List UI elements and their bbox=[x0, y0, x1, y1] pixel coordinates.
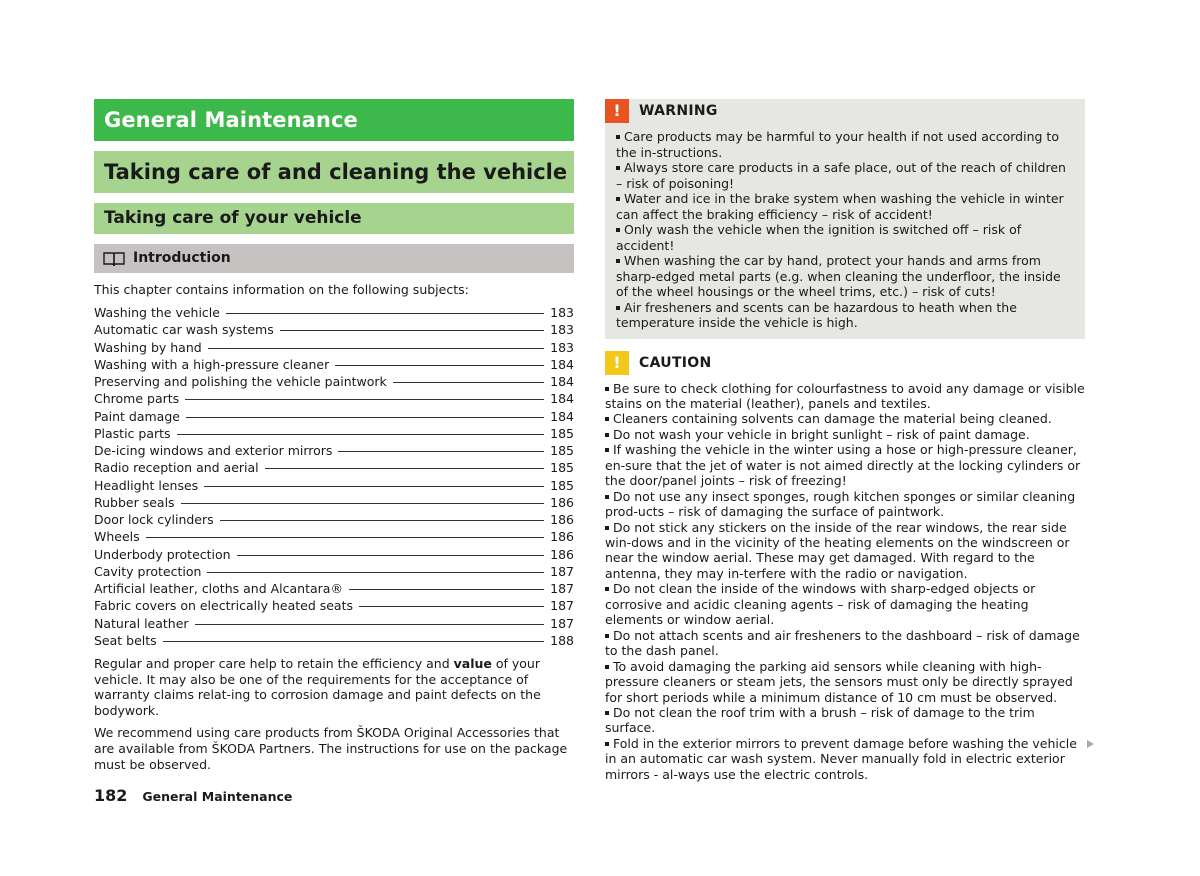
toc-row[interactable] bbox=[94, 373, 574, 390]
caution-section bbox=[605, 351, 1085, 783]
care-paragraph-text: Regular and proper care help to retain the efficiency and bbox=[94, 656, 454, 671]
warning-item bbox=[616, 129, 1075, 160]
toc-page: 186 bbox=[550, 512, 574, 527]
bullet-icon bbox=[616, 135, 620, 139]
toc-label: Washing by hand bbox=[94, 339, 202, 355]
caution-item bbox=[605, 705, 1085, 736]
caution-item bbox=[605, 520, 1085, 582]
toc-row[interactable] bbox=[94, 632, 574, 649]
toc-page: 184 bbox=[550, 391, 574, 407]
toc-leader-line bbox=[163, 641, 544, 642]
toc-leader-line bbox=[280, 330, 544, 331]
toc-leader-line bbox=[207, 572, 544, 573]
caution-item bbox=[605, 581, 1085, 627]
caution-item-text: To avoid damaging the parking aid sensors while cleaning with high-pressure cleaners or steam jets, the sensors must only be directly sprayed for short periods while a minimum distance of 10 cm must be observed. bbox=[605, 658, 1073, 705]
bullet-icon bbox=[605, 665, 609, 669]
bullet-icon bbox=[605, 433, 609, 437]
left-column bbox=[94, 99, 574, 772]
subsection-heading: Taking care of your vehicle bbox=[94, 203, 574, 234]
toc-row[interactable] bbox=[94, 511, 574, 528]
right-column bbox=[605, 99, 1085, 782]
toc-leader-line bbox=[220, 520, 544, 521]
toc-label: Plastic parts bbox=[94, 425, 171, 441]
toc-row[interactable] bbox=[94, 459, 574, 476]
toc-row[interactable] bbox=[94, 477, 574, 494]
footer-section: General Maintenance bbox=[142, 789, 293, 804]
toc-page: 185 bbox=[550, 443, 574, 458]
warning-item bbox=[616, 300, 1075, 331]
bullet-icon bbox=[616, 197, 620, 201]
toc-row[interactable] bbox=[94, 321, 574, 338]
toc-page: 186 bbox=[550, 494, 574, 510]
toc-leader-line bbox=[359, 606, 544, 607]
bullet-icon bbox=[605, 526, 609, 530]
toc-row[interactable] bbox=[94, 528, 574, 545]
bullet-icon bbox=[616, 228, 620, 232]
toc-leader-line bbox=[177, 434, 545, 435]
toc-page: 183 bbox=[550, 322, 574, 338]
toc-page: 184 bbox=[550, 356, 574, 372]
chapter-heading: General Maintenance bbox=[94, 99, 574, 141]
toc-label: Washing the vehicle bbox=[94, 305, 220, 320]
toc-row[interactable] bbox=[94, 408, 574, 425]
caution-item-text: If washing the vehicle in the winter using a hose or high-pressure cleaner, en-sure that the jet of water is not aimed directly at the locking cylinders or the door/panel joints – risk of freezing! bbox=[605, 442, 1081, 489]
caution-item bbox=[605, 411, 1085, 426]
toc-row[interactable] bbox=[94, 494, 574, 511]
toc-row[interactable] bbox=[94, 615, 574, 632]
bullet-icon bbox=[616, 166, 620, 170]
caution-item-text: Do not stick any stickers on the inside of the rear windows, the rear side win-dows and in the vicinity of the heating elements on the windscreen or near the window aerial. These may get damaged. With regard to the antenna, they may in-terfere with the radio or navigation. bbox=[605, 519, 1070, 581]
caution-item-text: Do not clean the inside of the windows with sharp-edged objects or corrosive and acidic cleaning agents – risk of damaging the heating elements or window aerial. bbox=[605, 581, 1036, 628]
bullet-icon bbox=[605, 495, 609, 499]
caution-item bbox=[605, 489, 1085, 520]
bullet-icon bbox=[605, 711, 609, 715]
caution-item-text: Be sure to check clothing for colourfastness to avoid any damage or visible stains on the material (leather), panels and textiles. bbox=[605, 380, 1085, 411]
warning-item bbox=[616, 160, 1075, 191]
value-emphasis: value bbox=[453, 656, 492, 671]
toc-leader-line bbox=[335, 365, 544, 366]
warning-item-text: Only wash the vehicle when the ignition is switched off – risk of accident! bbox=[616, 222, 1022, 253]
toc-label: Automatic car wash systems bbox=[94, 322, 274, 338]
caution-item bbox=[605, 736, 1085, 782]
toc-leader-line bbox=[185, 399, 544, 400]
next-page-arrow-icon bbox=[1087, 740, 1094, 748]
toc-page: 187 bbox=[550, 563, 574, 579]
bullet-icon bbox=[605, 742, 609, 746]
warning-item bbox=[616, 191, 1075, 222]
toc-leader-line bbox=[349, 589, 544, 590]
toc-label: Washing with a high-pressure cleaner bbox=[94, 356, 330, 372]
toc-page: 187 bbox=[550, 615, 574, 631]
toc-page: 185 bbox=[550, 425, 574, 441]
toc-page: 187 bbox=[550, 598, 574, 614]
toc-page: 183 bbox=[550, 339, 574, 355]
toc-label: De-icing windows and exterior mirrors bbox=[94, 443, 333, 458]
caution-item-text: Do not clean the roof trim with a brush – risk of damage to the trim surface. bbox=[605, 705, 1035, 736]
caution-item-text: Do not attach scents and air fresheners to the dashboard – risk of damage to the dash panel. bbox=[605, 627, 1080, 659]
section-heading: Taking care of and cleaning the vehicle bbox=[94, 151, 574, 193]
toc-label: Radio reception and aerial bbox=[94, 460, 259, 476]
toc-label: Natural leather bbox=[94, 615, 189, 631]
intro-text: This chapter contains information on the following subjects: bbox=[94, 282, 469, 297]
bullet-icon bbox=[605, 417, 609, 421]
toc-leader-line bbox=[204, 486, 544, 487]
warning-item-text: Air fresheners and scents can be hazardous to heath when the temperature inside the vehicle is high. bbox=[616, 299, 1017, 330]
caution-item bbox=[605, 628, 1085, 659]
toc-label: Artificial leather, cloths and Alcantara® bbox=[94, 581, 343, 596]
toc-leader-line bbox=[208, 348, 544, 349]
toc-row[interactable] bbox=[94, 597, 574, 614]
caution-item-text: Do not use any insect sponges, rough kitchen sponges or similar cleaning prod-ucts – risk of damaging the surface of paintwork. bbox=[605, 488, 1076, 520]
toc-label: Rubber seals bbox=[94, 494, 175, 510]
toc-row[interactable] bbox=[94, 563, 574, 580]
toc-row[interactable] bbox=[94, 425, 574, 442]
toc-page: 186 bbox=[550, 546, 574, 562]
toc-label: Headlight lenses bbox=[94, 477, 199, 493]
toc-page: 184 bbox=[550, 408, 574, 424]
warning-icon: ! bbox=[605, 99, 629, 123]
toc-leader-line bbox=[393, 382, 544, 383]
toc-leader-line bbox=[181, 503, 545, 504]
toc-row[interactable] bbox=[94, 546, 574, 563]
caution-item-text: Do not wash your vehicle in bright sunlight – risk of paint damage. bbox=[613, 426, 1030, 442]
toc-leader-line bbox=[237, 555, 545, 556]
warning-header bbox=[605, 99, 1085, 123]
recommend-paragraph: We recommend using care products from ŠKODA Original Accessories that are available from ŠKODA Partners. The instructions for use on the package must be observed. bbox=[94, 725, 568, 772]
toc-label: Seat belts bbox=[94, 632, 157, 648]
toc-row[interactable] bbox=[94, 356, 574, 373]
page-footer bbox=[94, 786, 292, 805]
caution-icon: ! bbox=[605, 351, 629, 375]
bullet-icon bbox=[605, 387, 609, 391]
toc-row[interactable] bbox=[94, 390, 574, 407]
toc-label: Paint damage bbox=[94, 408, 180, 424]
toc-leader-line bbox=[226, 313, 544, 314]
warning-item-text: Care products may be harmful to your health if not used according to the in-structions. bbox=[616, 129, 1059, 160]
toc-row[interactable] bbox=[94, 580, 574, 597]
care-paragraph-text-end: of your vehicle. It may also be one of the requirements for the acceptance of warranty claims relat-ing to corrosion damage and paint defects on the bodywork. bbox=[94, 656, 541, 718]
caution-item bbox=[605, 381, 1085, 412]
warning-item-text: Water and ice in the brake system when washing the vehicle in winter can affect the braking efficiency – risk of accident! bbox=[616, 191, 1064, 222]
caution-item bbox=[605, 442, 1085, 488]
toc-page: 184 bbox=[550, 374, 574, 389]
introduction-heading bbox=[94, 244, 574, 273]
toc-leader-line bbox=[195, 624, 545, 625]
toc-page: 188 bbox=[550, 632, 574, 648]
warning-item-text: When washing the car by hand, protect your hands and arms from sharp-edged metal parts (e.g. when cleaning the underfloor, the inside of the wheel housings or the wheel trims, etc.) – risk of cuts! bbox=[616, 253, 1061, 299]
toc-label: Cavity protection bbox=[94, 563, 202, 579]
table-of-contents bbox=[94, 304, 574, 649]
toc-label: Underbody protection bbox=[94, 546, 231, 562]
bullet-icon bbox=[616, 259, 620, 263]
caution-title: CAUTION bbox=[639, 354, 712, 371]
toc-leader-line bbox=[338, 451, 544, 452]
toc-leader-line bbox=[186, 417, 544, 418]
warning-item bbox=[616, 253, 1075, 300]
toc-row[interactable] bbox=[94, 339, 574, 356]
warning-title: WARNING bbox=[639, 103, 718, 119]
toc-label: Wheels bbox=[94, 529, 140, 545]
toc-row[interactable] bbox=[94, 304, 574, 321]
bullet-icon bbox=[605, 587, 609, 591]
warning-list bbox=[605, 123, 1085, 331]
toc-page: 185 bbox=[550, 477, 574, 493]
warning-box bbox=[605, 99, 1085, 339]
toc-page: 186 bbox=[550, 529, 574, 545]
toc-label: Fabric covers on electrically heated seats bbox=[94, 598, 354, 614]
bullet-icon bbox=[616, 306, 620, 310]
toc-label: Chrome parts bbox=[94, 391, 180, 407]
toc-leader-line bbox=[265, 468, 544, 469]
toc-label: Preserving and polishing the vehicle paintwork bbox=[94, 374, 387, 389]
page-number: 182 bbox=[94, 786, 128, 805]
toc-leader-line bbox=[146, 537, 544, 538]
toc-page: 185 bbox=[550, 460, 574, 476]
bullet-icon bbox=[605, 448, 609, 452]
caution-item bbox=[605, 427, 1085, 442]
caution-item-text: Cleaners containing solvents can damage the material being cleaned. bbox=[613, 411, 1052, 427]
toc-label: Door lock cylinders bbox=[94, 512, 214, 527]
toc-row[interactable] bbox=[94, 442, 574, 459]
warning-item-text: Always store care products in a safe place, out of the reach of children – risk of poisoning! bbox=[616, 160, 1066, 191]
caution-item bbox=[605, 659, 1085, 705]
caution-header bbox=[605, 351, 1085, 375]
toc-page: 183 bbox=[550, 305, 574, 320]
toc-page: 187 bbox=[550, 581, 574, 596]
caution-list bbox=[605, 375, 1085, 783]
warning-item bbox=[616, 222, 1075, 253]
care-paragraph bbox=[94, 656, 574, 718]
bullet-icon bbox=[605, 634, 609, 638]
introduction-title: Introduction bbox=[133, 250, 231, 266]
caution-item-text: Fold in the exterior mirrors to prevent damage before washing the vehicle in an automatic car wash system. Never manually fold in electric exterior mirrors - al-ways use the electric controls. bbox=[605, 735, 1077, 782]
book-icon bbox=[103, 251, 125, 267]
